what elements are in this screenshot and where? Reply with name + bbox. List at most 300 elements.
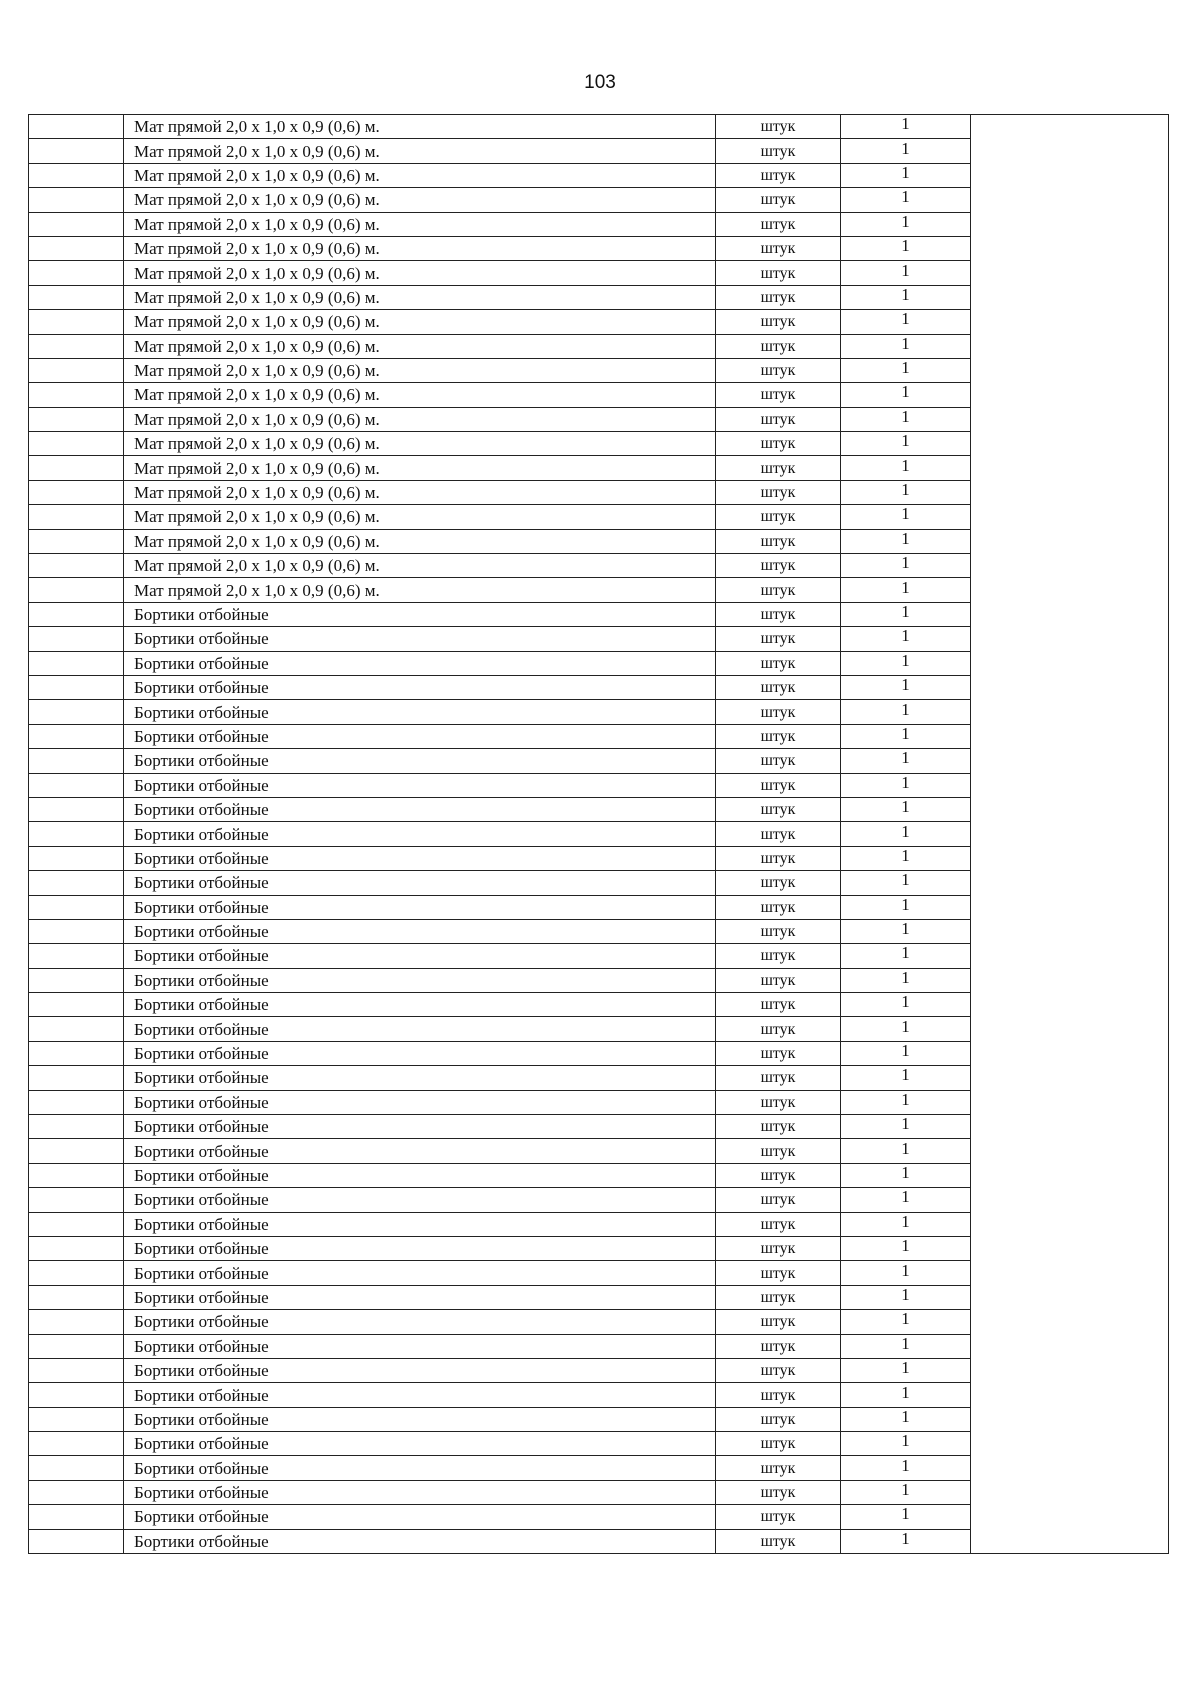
quantity-value: 1	[901, 358, 910, 378]
quantity-value: 1	[901, 1212, 910, 1231]
item-name-cell: Бортики отбойные	[124, 846, 716, 870]
quantity-value: 1	[901, 821, 910, 841]
quantity-cell	[841, 944, 971, 968]
quantity-cell	[841, 846, 971, 870]
item-name-cell: Бортики отбойные	[124, 871, 716, 895]
table-row	[29, 724, 1169, 748]
unit-cell: штук	[716, 797, 841, 821]
quantity-cell	[841, 310, 971, 334]
table-row	[29, 432, 1169, 456]
notes-cell	[971, 358, 1169, 382]
quantity-cell	[841, 1285, 971, 1309]
row-number-cell	[29, 407, 124, 431]
unit-cell: штук	[716, 1041, 841, 1065]
table-row	[29, 188, 1169, 212]
quantity-cell	[841, 1261, 971, 1285]
quantity-value: 1	[901, 1504, 910, 1524]
notes-cell	[971, 432, 1169, 456]
row-number-cell	[29, 1212, 124, 1236]
unit-cell: штук	[716, 773, 841, 797]
item-name-cell: Бортики отбойные	[124, 968, 716, 992]
row-number-cell	[29, 822, 124, 846]
table-row	[29, 651, 1169, 675]
quantity-value: 1	[901, 992, 910, 1012]
table-row	[29, 1090, 1169, 1114]
row-number-cell	[29, 1139, 124, 1163]
row-number-cell	[29, 919, 124, 943]
item-name-cell: Мат прямой 2,0 х 1,0 х 0,9 (0,6) м.	[124, 285, 716, 309]
unit-cell: штук	[716, 1480, 841, 1504]
quantity-value: 1	[901, 114, 910, 134]
unit-cell: штук	[716, 1310, 841, 1334]
notes-cell	[971, 1066, 1169, 1090]
unit-cell: штук	[716, 1529, 841, 1553]
row-number-cell	[29, 432, 124, 456]
notes-cell	[971, 578, 1169, 602]
notes-cell	[971, 139, 1169, 163]
page-number: 103	[584, 72, 616, 93]
row-number-cell	[29, 773, 124, 797]
quantity-cell	[841, 1066, 971, 1090]
quantity-cell	[841, 212, 971, 236]
item-name-cell: Мат прямой 2,0 х 1,0 х 0,9 (0,6) м.	[124, 163, 716, 187]
quantity-value: 1	[901, 309, 910, 329]
quantity-cell	[841, 334, 971, 358]
item-name-cell: Бортики отбойные	[124, 749, 716, 773]
quantity-value: 1	[901, 1382, 910, 1402]
unit-cell: штук	[716, 846, 841, 870]
unit-cell: штук	[716, 700, 841, 724]
unit-cell: штук	[716, 1407, 841, 1431]
notes-cell	[971, 554, 1169, 578]
unit-cell: штук	[716, 1115, 841, 1139]
quantity-value: 1	[901, 1407, 910, 1426]
table-row	[29, 919, 1169, 943]
row-number-cell	[29, 651, 124, 675]
notes-cell	[971, 261, 1169, 285]
unit-cell: штук	[716, 1261, 841, 1285]
quantity-cell	[841, 139, 971, 163]
quantity-value: 1	[901, 1480, 910, 1500]
row-number-cell	[29, 944, 124, 968]
table-row	[29, 139, 1169, 163]
unit-cell: штук	[716, 407, 841, 431]
table-row	[29, 1115, 1169, 1139]
notes-cell	[971, 944, 1169, 968]
item-name-cell: Бортики отбойные	[124, 993, 716, 1017]
quantity-cell	[841, 1139, 971, 1163]
unit-cell: штук	[716, 529, 841, 553]
table-row	[29, 358, 1169, 382]
quantity-cell	[841, 1383, 971, 1407]
quantity-value: 1	[901, 1016, 910, 1036]
row-number-cell	[29, 675, 124, 699]
quantity-value: 1	[901, 943, 910, 963]
item-name-cell: Мат прямой 2,0 х 1,0 х 0,9 (0,6) м.	[124, 261, 716, 285]
row-number-cell	[29, 334, 124, 358]
item-name-cell: Бортики отбойные	[124, 944, 716, 968]
quantity-cell	[841, 578, 971, 602]
quantity-value: 1	[901, 919, 910, 939]
unit-cell: штук	[716, 895, 841, 919]
quantity-cell	[841, 1456, 971, 1480]
item-name-cell: Бортики отбойные	[124, 1139, 716, 1163]
item-name-cell: Мат прямой 2,0 х 1,0 х 0,9 (0,6) м.	[124, 554, 716, 578]
table-row	[29, 1139, 1169, 1163]
quantity-value: 1	[901, 163, 910, 182]
row-number-cell	[29, 1285, 124, 1309]
items-table-body	[29, 115, 1169, 1554]
item-name-cell: Бортики отбойные	[124, 919, 716, 943]
item-name-cell: Бортики отбойные	[124, 700, 716, 724]
unit-cell: штук	[716, 822, 841, 846]
row-number-cell	[29, 139, 124, 163]
notes-cell	[971, 797, 1169, 821]
quantity-value: 1	[901, 724, 910, 743]
item-name-cell: Бортики отбойные	[124, 1017, 716, 1041]
unit-cell: штук	[716, 432, 841, 456]
row-number-cell	[29, 1163, 124, 1187]
row-number-cell	[29, 188, 124, 212]
quantity-value: 1	[901, 1138, 910, 1158]
item-name-cell: Бортики отбойные	[124, 773, 716, 797]
unit-cell: штук	[716, 944, 841, 968]
item-name-cell: Мат прямой 2,0 х 1,0 х 0,9 (0,6) м.	[124, 529, 716, 553]
row-number-cell	[29, 602, 124, 626]
table-row	[29, 1505, 1169, 1529]
row-number-cell	[29, 115, 124, 139]
quantity-cell	[841, 1041, 971, 1065]
unit-cell: штук	[716, 724, 841, 748]
row-number-cell	[29, 383, 124, 407]
unit-cell: штук	[716, 627, 841, 651]
notes-cell	[971, 1285, 1169, 1309]
quantity-cell	[841, 456, 971, 480]
table-row	[29, 1212, 1169, 1236]
unit-cell: штук	[716, 968, 841, 992]
quantity-value: 1	[901, 1334, 910, 1353]
row-number-cell	[29, 1529, 124, 1553]
quantity-cell	[841, 968, 971, 992]
row-number-cell	[29, 578, 124, 602]
notes-cell	[971, 1407, 1169, 1431]
quantity-value: 1	[901, 699, 910, 719]
row-number-cell	[29, 1041, 124, 1065]
quantity-cell	[841, 724, 971, 748]
quantity-cell	[841, 1407, 971, 1431]
quantity-value: 1	[901, 504, 910, 524]
item-name-cell: Бортики отбойные	[124, 1041, 716, 1065]
quantity-cell	[841, 163, 971, 187]
notes-cell	[971, 334, 1169, 358]
notes-cell	[971, 773, 1169, 797]
row-number-cell	[29, 236, 124, 260]
notes-cell	[971, 724, 1169, 748]
unit-cell: штук	[716, 480, 841, 504]
notes-cell	[971, 1090, 1169, 1114]
row-number-cell	[29, 871, 124, 895]
notes-cell	[971, 993, 1169, 1017]
unit-cell: штук	[716, 115, 841, 139]
quantity-cell	[841, 1358, 971, 1382]
table-row	[29, 554, 1169, 578]
table-row	[29, 212, 1169, 236]
table-row	[29, 1407, 1169, 1431]
notes-cell	[971, 1432, 1169, 1456]
quantity-value: 1	[901, 748, 910, 768]
item-name-cell: Бортики отбойные	[124, 1115, 716, 1139]
quantity-cell	[841, 1480, 971, 1504]
item-name-cell: Бортики отбойные	[124, 651, 716, 675]
notes-cell	[971, 1261, 1169, 1285]
quantity-value: 1	[901, 480, 910, 500]
quantity-cell	[841, 773, 971, 797]
unit-cell: штук	[716, 1285, 841, 1309]
unit-cell: штук	[716, 1505, 841, 1529]
row-number-cell	[29, 968, 124, 992]
quantity-value: 1	[901, 577, 910, 597]
row-number-cell	[29, 1505, 124, 1529]
quantity-value: 1	[901, 455, 910, 475]
notes-cell	[971, 651, 1169, 675]
table-row	[29, 407, 1169, 431]
unit-cell: штук	[716, 675, 841, 699]
quantity-value: 1	[901, 187, 910, 207]
quantity-value: 1	[901, 1309, 910, 1329]
item-name-cell: Бортики отбойные	[124, 797, 716, 821]
quantity-cell	[841, 529, 971, 553]
quantity-value: 1	[901, 260, 910, 280]
notes-cell	[971, 188, 1169, 212]
table-row	[29, 627, 1169, 651]
quantity-cell	[841, 1115, 971, 1139]
row-number-cell	[29, 529, 124, 553]
quantity-value: 1	[901, 1090, 910, 1109]
quantity-cell	[841, 675, 971, 699]
row-number-cell	[29, 212, 124, 236]
quantity-cell	[841, 115, 971, 139]
quantity-cell	[841, 407, 971, 431]
unit-cell: штук	[716, 1139, 841, 1163]
item-name-cell: Бортики отбойные	[124, 1480, 716, 1504]
row-number-cell	[29, 1090, 124, 1114]
unit-cell: штук	[716, 383, 841, 407]
unit-cell: штук	[716, 285, 841, 309]
quantity-value: 1	[901, 212, 910, 231]
quantity-cell	[841, 822, 971, 846]
table-row	[29, 163, 1169, 187]
unit-cell: штук	[716, 1432, 841, 1456]
notes-cell	[971, 1334, 1169, 1358]
item-name-cell: Мат прямой 2,0 х 1,0 х 0,9 (0,6) м.	[124, 383, 716, 407]
item-name-cell: Мат прямой 2,0 х 1,0 х 0,9 (0,6) м.	[124, 578, 716, 602]
notes-cell	[971, 407, 1169, 431]
notes-cell	[971, 700, 1169, 724]
notes-cell	[971, 627, 1169, 651]
row-number-cell	[29, 505, 124, 529]
quantity-cell	[841, 1310, 971, 1334]
quantity-value: 1	[901, 1065, 910, 1085]
quantity-value: 1	[901, 553, 910, 573]
unit-cell: штук	[716, 358, 841, 382]
quantity-value: 1	[901, 1455, 910, 1475]
item-name-cell: Мат прямой 2,0 х 1,0 х 0,9 (0,6) м.	[124, 236, 716, 260]
unit-cell: штук	[716, 1090, 841, 1114]
item-name-cell: Бортики отбойные	[124, 895, 716, 919]
quantity-cell	[841, 602, 971, 626]
unit-cell: штук	[716, 139, 841, 163]
table-row	[29, 797, 1169, 821]
item-name-cell: Мат прямой 2,0 х 1,0 х 0,9 (0,6) м.	[124, 456, 716, 480]
table-row	[29, 334, 1169, 358]
item-name-cell: Бортики отбойные	[124, 627, 716, 651]
row-number-cell	[29, 846, 124, 870]
quantity-value: 1	[901, 626, 910, 646]
row-number-cell	[29, 1115, 124, 1139]
table-row	[29, 529, 1169, 553]
quantity-cell	[841, 1188, 971, 1212]
table-row	[29, 1236, 1169, 1260]
quantity-value: 1	[901, 1431, 910, 1451]
item-name-cell: Бортики отбойные	[124, 1090, 716, 1114]
item-name-cell: Мат прямой 2,0 х 1,0 х 0,9 (0,6) м.	[124, 334, 716, 358]
item-name-cell: Мат прямой 2,0 х 1,0 х 0,9 (0,6) м.	[124, 358, 716, 382]
unit-cell: штук	[716, 1334, 841, 1358]
row-number-cell	[29, 261, 124, 285]
item-name-cell: Бортики отбойные	[124, 1432, 716, 1456]
unit-cell: штук	[716, 554, 841, 578]
quantity-cell	[841, 1529, 971, 1553]
row-number-cell	[29, 895, 124, 919]
notes-cell	[971, 1163, 1169, 1187]
quantity-cell	[841, 797, 971, 821]
table-row	[29, 944, 1169, 968]
row-number-cell	[29, 1407, 124, 1431]
quantity-value: 1	[901, 138, 910, 158]
quantity-value: 1	[901, 236, 910, 256]
quantity-value: 1	[901, 968, 910, 987]
unit-cell: штук	[716, 1066, 841, 1090]
quantity-value: 1	[901, 1041, 910, 1061]
quantity-cell	[841, 1236, 971, 1260]
table-row	[29, 773, 1169, 797]
table-row	[29, 846, 1169, 870]
unit-cell: штук	[716, 456, 841, 480]
item-name-cell: Бортики отбойные	[124, 1505, 716, 1529]
unit-cell: штук	[716, 578, 841, 602]
item-name-cell: Бортики отбойные	[124, 1261, 716, 1285]
unit-cell: штук	[716, 1017, 841, 1041]
notes-cell	[971, 212, 1169, 236]
table-row	[29, 1285, 1169, 1309]
quantity-value: 1	[901, 870, 910, 890]
table-row	[29, 456, 1169, 480]
notes-cell	[971, 1139, 1169, 1163]
notes-cell	[971, 749, 1169, 773]
item-name-cell: Мат прямой 2,0 х 1,0 х 0,9 (0,6) м.	[124, 139, 716, 163]
item-name-cell: Бортики отбойные	[124, 724, 716, 748]
notes-cell	[971, 529, 1169, 553]
notes-cell	[971, 602, 1169, 626]
quantity-cell	[841, 554, 971, 578]
quantity-cell	[841, 1163, 971, 1187]
notes-cell	[971, 1041, 1169, 1065]
unit-cell: штук	[716, 1358, 841, 1382]
notes-cell	[971, 163, 1169, 187]
row-number-cell	[29, 1261, 124, 1285]
item-name-cell: Мат прямой 2,0 х 1,0 х 0,9 (0,6) м.	[124, 505, 716, 529]
table-row	[29, 968, 1169, 992]
table-row	[29, 1163, 1169, 1187]
item-name-cell: Бортики отбойные	[124, 1310, 716, 1334]
row-number-cell	[29, 1236, 124, 1260]
row-number-cell	[29, 1066, 124, 1090]
row-number-cell	[29, 480, 124, 504]
quantity-cell	[841, 1090, 971, 1114]
quantity-cell	[841, 383, 971, 407]
quantity-cell	[841, 1432, 971, 1456]
item-name-cell: Бортики отбойные	[124, 1212, 716, 1236]
unit-cell: штук	[716, 188, 841, 212]
quantity-value: 1	[901, 1260, 910, 1280]
quantity-cell	[841, 432, 971, 456]
table-row	[29, 383, 1169, 407]
quantity-value: 1	[901, 1187, 910, 1207]
quantity-value: 1	[901, 431, 910, 451]
quantity-value: 1	[901, 285, 910, 304]
quantity-value: 1	[901, 1358, 910, 1378]
item-name-cell: Бортики отбойные	[124, 602, 716, 626]
row-number-cell	[29, 1017, 124, 1041]
notes-cell	[971, 1236, 1169, 1260]
item-name-cell: Мат прямой 2,0 х 1,0 х 0,9 (0,6) м.	[124, 310, 716, 334]
table-row	[29, 310, 1169, 334]
quantity-value: 1	[901, 651, 910, 670]
items-table	[28, 114, 1169, 1554]
unit-cell: штук	[716, 1383, 841, 1407]
table-row	[29, 749, 1169, 773]
quantity-cell	[841, 1505, 971, 1529]
notes-cell	[971, 1505, 1169, 1529]
item-name-cell: Бортики отбойные	[124, 822, 716, 846]
quantity-cell	[841, 651, 971, 675]
quantity-value: 1	[901, 1285, 910, 1304]
unit-cell: штук	[716, 1212, 841, 1236]
table-row	[29, 261, 1169, 285]
table-row	[29, 602, 1169, 626]
table-row	[29, 480, 1169, 504]
row-number-cell	[29, 285, 124, 309]
unit-cell: штук	[716, 602, 841, 626]
unit-cell: штук	[716, 749, 841, 773]
table-row	[29, 1432, 1169, 1456]
item-name-cell: Бортики отбойные	[124, 1285, 716, 1309]
item-name-cell: Бортики отбойные	[124, 1188, 716, 1212]
quantity-cell	[841, 871, 971, 895]
notes-cell	[971, 1358, 1169, 1382]
notes-cell	[971, 1529, 1169, 1553]
table-row	[29, 505, 1169, 529]
row-number-cell	[29, 1383, 124, 1407]
quantity-value: 1	[901, 675, 910, 695]
item-name-cell: Мат прямой 2,0 х 1,0 х 0,9 (0,6) м.	[124, 407, 716, 431]
table-row	[29, 236, 1169, 260]
item-name-cell: Бортики отбойные	[124, 1334, 716, 1358]
quantity-cell	[841, 358, 971, 382]
quantity-cell	[841, 236, 971, 260]
quantity-cell	[841, 749, 971, 773]
notes-cell	[971, 846, 1169, 870]
